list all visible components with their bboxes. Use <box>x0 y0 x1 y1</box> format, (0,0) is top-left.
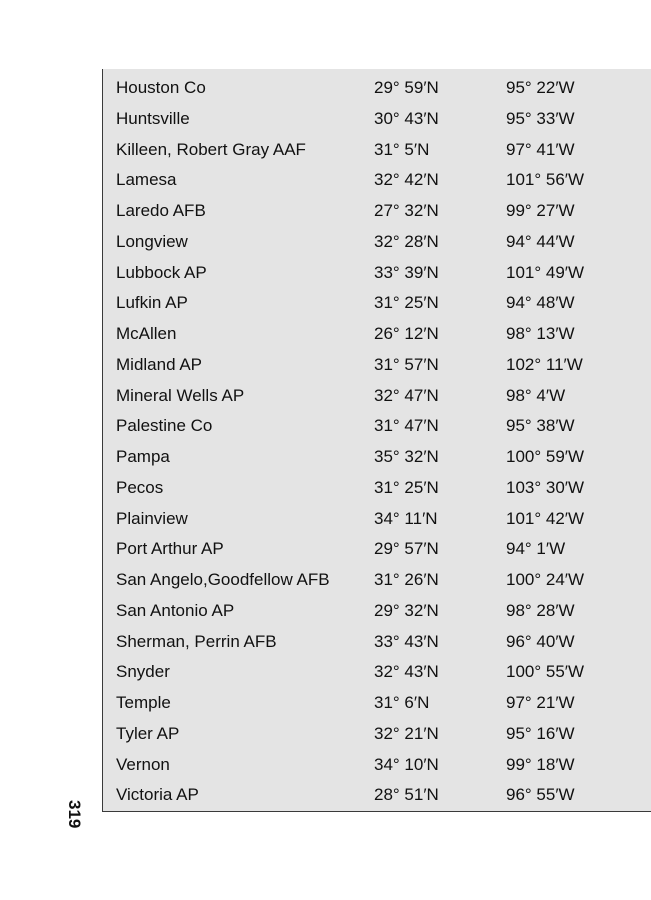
latitude: 26° 12′N <box>374 324 439 343</box>
longitude: 98° 28′W <box>506 600 575 620</box>
location-table <box>102 69 651 812</box>
station-name: Plainview <box>116 508 188 528</box>
table-row <box>103 688 651 719</box>
latitude: 31° 6′N <box>374 693 430 712</box>
latitude: 31° 26′N <box>374 570 439 589</box>
latitude: 32° 47′N <box>374 385 439 405</box>
station-name: Laredo AFB <box>116 201 206 220</box>
table-row <box>103 442 651 473</box>
longitude: 96° 40′W <box>506 631 575 651</box>
station-name: Snyder <box>116 662 170 682</box>
latitude: 31° 25′N <box>374 293 439 313</box>
table-row <box>103 350 651 381</box>
latitude: 30° 43′N <box>374 108 439 128</box>
longitude: 98° 13′W <box>506 324 575 343</box>
station-name: Port Arthur AP <box>116 539 224 559</box>
latitude: 32° 42′N <box>374 170 439 190</box>
station-name: Houston Co <box>116 78 206 97</box>
longitude: 100° 24′W <box>506 570 585 589</box>
table-row <box>103 196 651 227</box>
station-name: Palestine Co <box>116 416 213 436</box>
table-row <box>103 381 651 412</box>
station-name: Mineral Wells AP <box>116 385 245 405</box>
station-name: San Antonio AP <box>116 600 235 620</box>
longitude: 101° 56′W <box>506 170 585 190</box>
longitude: 100° 55′W <box>506 662 585 682</box>
table-row <box>103 135 651 166</box>
longitude: 100° 59′W <box>506 447 585 466</box>
longitude: 96° 55′W <box>506 785 575 805</box>
latitude: 32° 21′N <box>374 723 439 743</box>
station-name: Pampa <box>116 447 170 466</box>
latitude: 29° 59′N <box>374 78 439 97</box>
longitude: 94° 48′W <box>506 293 575 313</box>
latitude: 31° 57′N <box>374 354 439 374</box>
table-row <box>103 565 651 596</box>
station-name: Lamesa <box>116 170 177 190</box>
table-row <box>103 319 651 350</box>
station-name: Pecos <box>116 477 164 497</box>
table-row <box>103 780 651 811</box>
station-name: Huntsville <box>116 108 190 128</box>
latitude: 35° 32′N <box>374 447 439 466</box>
station-name: Killeen, Robert Gray AAF <box>116 139 306 159</box>
longitude: 97° 41′W <box>506 139 575 159</box>
station-name: Lubbock AP <box>116 262 207 282</box>
longitude: 95° 16′W <box>506 723 575 743</box>
longitude: 97° 21′W <box>506 693 575 712</box>
longitude: 99° 18′W <box>506 754 575 774</box>
table-row <box>103 657 651 688</box>
station-name: Temple <box>116 693 171 712</box>
latitude: 29° 32′N <box>374 600 439 620</box>
station-name: Sherman, Perrin AFB <box>116 631 277 651</box>
longitude: 95° 38′W <box>506 416 575 436</box>
table-row <box>103 104 651 135</box>
station-name: Vernon <box>116 754 170 774</box>
latitude: 31° 47′N <box>374 416 439 436</box>
station-name: Tyler AP <box>116 723 180 743</box>
longitude: 99° 27′W <box>506 201 575 220</box>
table-row <box>103 473 651 504</box>
table-body <box>103 73 651 811</box>
longitude: 95° 22′W <box>506 78 575 97</box>
longitude: 101° 42′W <box>506 508 585 528</box>
latitude: 31° 5′N <box>374 139 430 159</box>
page-number: 319 <box>65 800 84 829</box>
station-name: San Angelo,Goodfellow AFB <box>116 570 330 589</box>
longitude: 95° 33′W <box>506 108 575 128</box>
latitude: 31° 25′N <box>374 477 439 497</box>
longitude: 101° 49′W <box>506 262 585 282</box>
table-row <box>103 596 651 627</box>
table-row <box>103 534 651 565</box>
latitude: 27° 32′N <box>374 201 439 220</box>
latitude: 34° 10′N <box>374 754 439 774</box>
table-row <box>103 411 651 442</box>
latitude: 33° 39′N <box>374 262 439 282</box>
latitude: 34° 11′N <box>374 508 438 528</box>
station-name: Lufkin AP <box>116 293 188 313</box>
table-row <box>103 227 651 258</box>
table-row <box>103 258 651 289</box>
station-name: Midland AP <box>116 354 202 374</box>
latitude: 33° 43′N <box>374 631 439 651</box>
latitude: 32° 28′N <box>374 231 439 251</box>
table-row <box>103 288 651 319</box>
station-name: Victoria AP <box>116 785 199 805</box>
table-row <box>103 504 651 535</box>
table-row <box>103 750 651 781</box>
table-row <box>103 165 651 196</box>
table-row <box>103 73 651 104</box>
table-row <box>103 719 651 750</box>
latitude: 28° 51′N <box>374 785 439 805</box>
longitude: 98° 4′W <box>506 385 566 405</box>
latitude: 32° 43′N <box>374 662 439 682</box>
longitude: 94° 1′W <box>506 539 566 559</box>
station-name: Longview <box>116 231 188 251</box>
table-row <box>103 627 651 658</box>
longitude: 94° 44′W <box>506 231 575 251</box>
longitude: 103° 30′W <box>506 477 585 497</box>
longitude: 102° 11′W <box>506 354 583 374</box>
station-name: McAllen <box>116 324 177 343</box>
latitude: 29° 57′N <box>374 539 439 559</box>
